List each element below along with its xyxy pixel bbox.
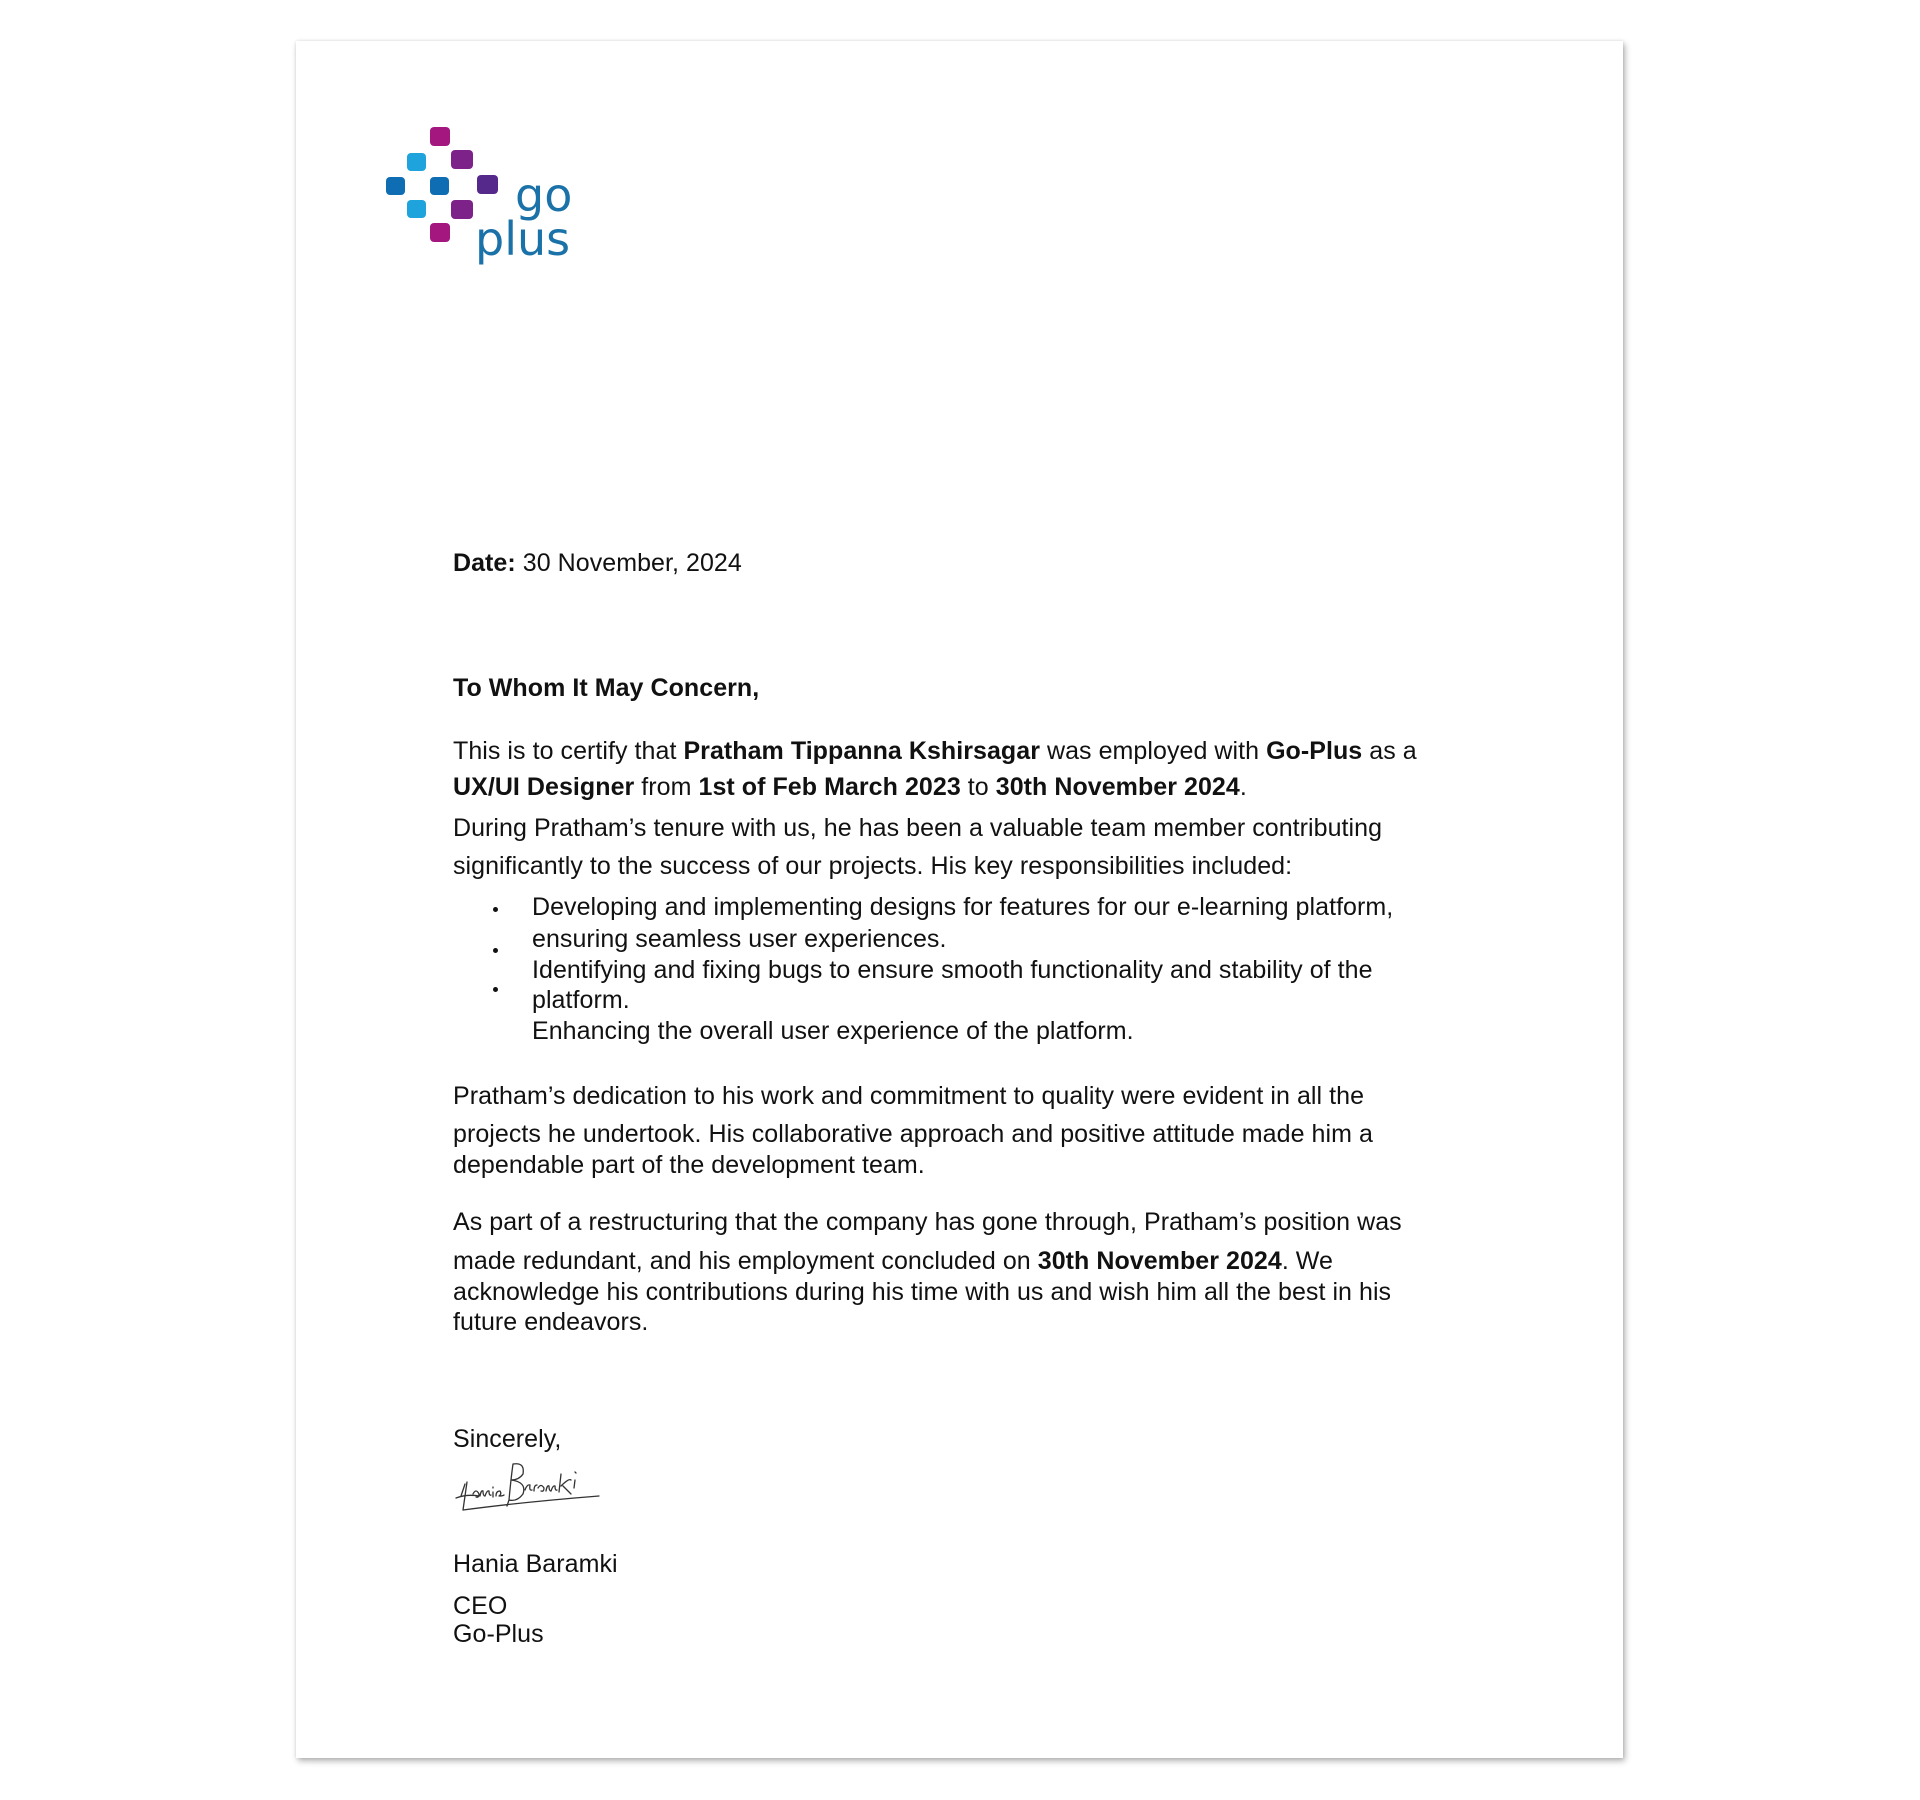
list-item: Developing and implementing designs for features for our e-learning platform, [532,893,1394,921]
logo-square [451,150,473,169]
employee-name: Pratham Tippanna Kshirsagar [683,737,1040,765]
logo-square [407,153,426,171]
signer-company: Go-Plus [453,1620,544,1648]
text: This is to certify that [453,737,684,765]
company-name: Go-Plus [1266,737,1363,765]
bullet-icon [493,987,498,992]
logo-text-go: go [515,168,573,222]
closing: Sincerely, [453,1425,562,1453]
job-title: UX/UI Designer [453,773,635,801]
logo-square [386,177,405,195]
date-line [453,548,742,578]
logo-square [407,200,426,218]
logo-text-plus: plus [475,212,571,266]
conclusion-date: 30th November 2024 [1037,1247,1282,1275]
go-plus-logo [385,125,585,275]
logo-square [430,127,450,146]
paragraph-2-line-3: dependable part of the development team. [453,1151,925,1179]
text: . We [1281,1247,1333,1275]
paragraph-1-line-1 [453,736,1417,766]
text: . [1239,773,1247,801]
paragraph-2-line-1: Pratham’s dedication to his work and commitment to quality were evident in all the [453,1082,1365,1110]
paragraph-1-line-4: significantly to the success of our projects. His key responsibilities included: [453,852,1293,880]
start-date: 1st of Feb March 2023 [698,773,961,801]
bullet-icon [493,907,498,912]
end-date: 30th November 2024 [995,773,1240,801]
signer-title: CEO [453,1592,508,1620]
text: to [960,773,996,801]
paragraph-1-line-3: During Pratham’s tenure with us, he has been a valuable team member contributing [453,814,1383,842]
list-item: Identifying and fixing bugs to ensure smooth functionality and stability of the [532,956,1373,984]
paragraph-3-line-2 [453,1246,1333,1276]
paragraph-3-line-1: As part of a restructuring that the company has gone through, Pratham’s position was [453,1208,1402,1236]
logo-square [430,223,450,242]
bullet-icon [493,948,498,953]
paragraph-2-line-2: projects he undertook. His collaborative approach and positive attitude made him a [453,1120,1373,1148]
text: as a [1362,737,1417,765]
text: was employed with [1040,737,1267,765]
logo-square [477,175,498,194]
logo-square [451,200,473,219]
date-value: 30 November, 2024 [515,549,742,577]
date-label: Date: [453,549,516,577]
salutation: To Whom It May Concern, [453,674,760,702]
signature [453,1456,613,1522]
letter-page [296,41,1623,1758]
text: from [634,773,699,801]
paragraph-1-line-2 [453,772,1247,802]
list-item: Enhancing the overall user experience of the platform. [532,1017,1134,1045]
paragraph-3-line-4: future endeavors. [453,1308,649,1336]
list-item: platform. [532,986,630,1014]
logo-square [430,177,449,195]
signer-name: Hania Baramki [453,1550,618,1578]
paragraph-3-line-3: acknowledge his contributions during his time with us and wish him all the best in his [453,1278,1392,1306]
list-item: ensuring seamless user experiences. [532,925,947,953]
text: made redundant, and his employment concluded on [453,1247,1038,1275]
